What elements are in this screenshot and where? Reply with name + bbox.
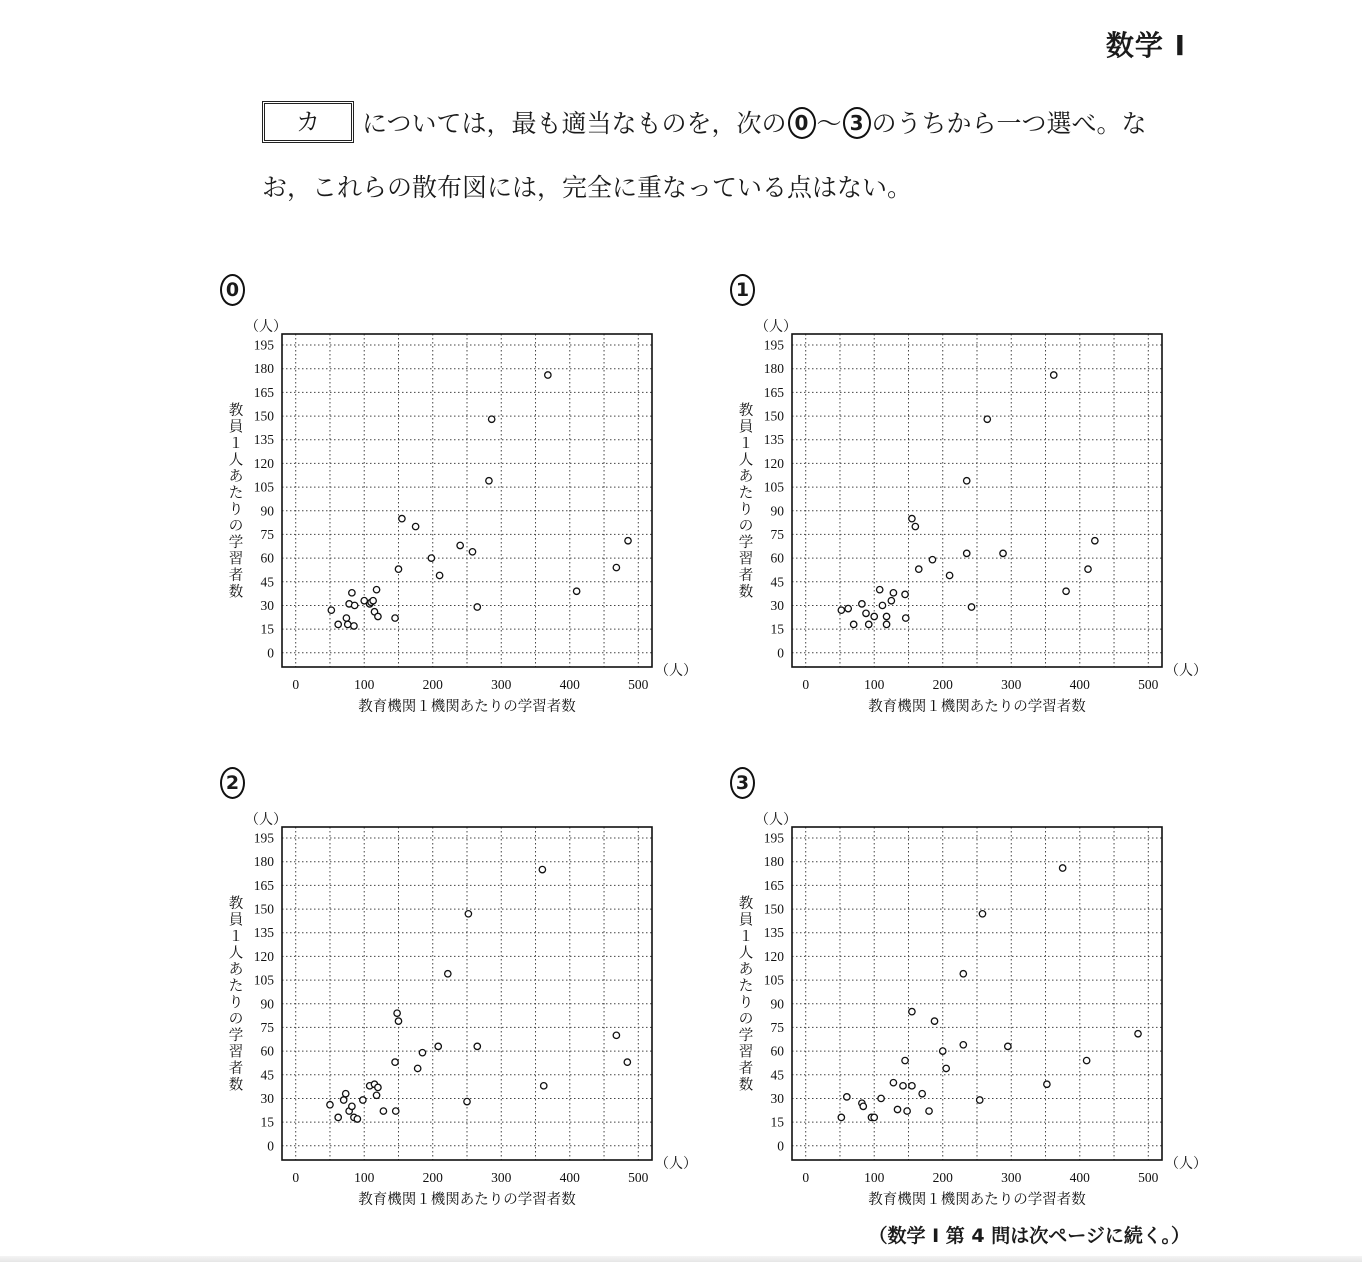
data-point — [909, 1008, 915, 1014]
y-tick-label: 45 — [770, 574, 784, 590]
data-point — [916, 566, 922, 572]
y-axis-label-char: 習 — [738, 551, 754, 568]
y-axis-label — [739, 895, 754, 1094]
data-point — [946, 572, 952, 578]
y-axis-label-char: 教 — [738, 402, 754, 419]
data-point — [488, 416, 494, 422]
data-point — [428, 555, 434, 561]
data-point — [1044, 1081, 1050, 1087]
y-axis-label-char: 学 — [228, 1027, 244, 1044]
data-point — [351, 602, 357, 608]
data-point — [343, 615, 349, 621]
data-point — [1063, 588, 1069, 594]
data-point — [464, 1098, 470, 1104]
y-tick-label: 75 — [770, 1019, 784, 1035]
y-axis-label-char: 習 — [738, 1044, 754, 1061]
data-point — [375, 613, 381, 619]
data-point — [354, 1116, 360, 1122]
continuation-note: （数学 I 第 4 問は次ページに続く。） — [868, 1225, 1190, 1247]
data-point — [335, 621, 341, 627]
y-tick-label: 15 — [770, 1114, 784, 1130]
question-text — [262, 92, 1222, 220]
y-tick-label: 0 — [777, 645, 784, 661]
y-axis-label-char: 員 — [228, 912, 244, 929]
data-point — [392, 615, 398, 621]
y-tick-label: 180 — [763, 854, 784, 870]
y-tick-label: 150 — [763, 408, 784, 424]
data-point — [373, 1092, 379, 1098]
data-point — [883, 613, 889, 619]
y-tick-label: 60 — [260, 550, 274, 566]
choice-label-1[interactable]: 1 — [730, 274, 755, 306]
data-point — [902, 591, 908, 597]
y-axis-label-char: 数 — [738, 1077, 754, 1094]
x-tick-label: 500 — [1138, 1170, 1159, 1185]
question-line-2: お，これらの散布図には，完全に重なっている点はない。 — [262, 173, 913, 202]
y-tick-label: 165 — [763, 384, 784, 400]
y-axis-label-char: の — [228, 1011, 244, 1028]
y-axis-label-char: 習 — [228, 1044, 244, 1061]
y-tick-label: 0 — [267, 645, 274, 661]
data-point — [943, 1065, 949, 1071]
choice-panel-0[interactable] — [220, 274, 740, 744]
data-point — [1092, 538, 1098, 544]
y-axis-label-char: 員 — [738, 419, 754, 436]
data-point — [327, 1102, 333, 1108]
data-point — [360, 1097, 366, 1103]
y-tick-label: 105 — [763, 972, 784, 988]
y-axis-label-char: 人 — [738, 452, 754, 469]
data-point — [878, 1095, 884, 1101]
data-point — [863, 610, 869, 616]
y-tick-label: 165 — [763, 877, 784, 893]
x-tick-label: 500 — [628, 677, 649, 692]
y-tick-label: 180 — [763, 361, 784, 377]
plot-frame — [282, 334, 652, 667]
data-point — [984, 416, 990, 422]
y-axis-label-char: あ — [228, 961, 244, 978]
data-point — [909, 1083, 915, 1089]
y-axis-label-char: 習 — [228, 551, 244, 568]
data-point — [445, 971, 451, 977]
data-point — [902, 1057, 908, 1063]
y-axis-label-char: の — [738, 518, 754, 535]
data-point — [894, 1106, 900, 1112]
x-tick-label: 100 — [354, 677, 375, 692]
subject-title: 数学 I — [1105, 29, 1186, 62]
data-point — [883, 621, 889, 627]
scatter-chart-3 — [730, 767, 1250, 1227]
data-point — [879, 602, 885, 608]
y-tick-label: 135 — [253, 432, 274, 448]
y-tick-label: 90 — [770, 503, 784, 519]
scatter-chart-2 — [220, 767, 740, 1227]
x-axis-label: 教育機関１機関あたりの学習者数 — [868, 1192, 1086, 1208]
y-unit-label: （人） — [245, 812, 287, 828]
y-axis-label-char: の — [738, 1011, 754, 1028]
y-axis-label-char: 人 — [228, 945, 244, 962]
x-tick-label: 0 — [802, 1170, 810, 1185]
data-point — [486, 478, 492, 484]
data-point — [859, 601, 865, 607]
y-tick-label: 195 — [763, 337, 784, 353]
x-axis-label: 教育機関１機関あたりの学習者数 — [358, 699, 576, 715]
y-tick-label: 105 — [763, 479, 784, 495]
choice-panel-2[interactable] — [220, 767, 740, 1237]
data-point — [964, 550, 970, 556]
choice-label-3[interactable]: 3 — [730, 767, 755, 799]
data-point — [912, 523, 918, 529]
answer-box[interactable]: カ — [262, 101, 354, 143]
data-point — [888, 598, 894, 604]
y-tick-label: 60 — [770, 550, 784, 566]
data-point — [977, 1097, 983, 1103]
data-point — [866, 621, 872, 627]
y-axis-label-char: り — [228, 994, 244, 1011]
data-point — [1083, 1057, 1089, 1063]
x-tick-label: 100 — [864, 677, 885, 692]
y-axis-label-char: 学 — [228, 534, 244, 551]
data-point — [877, 586, 883, 592]
data-point — [436, 572, 442, 578]
question-text-part2: のうちから一つ選べ。な — [871, 109, 1147, 138]
y-tick-label: 180 — [253, 854, 274, 870]
data-point — [926, 1108, 932, 1114]
y-axis-label-char: あ — [228, 468, 244, 485]
data-point — [844, 1094, 850, 1100]
y-tick-label: 195 — [763, 830, 784, 846]
y-axis-label — [229, 402, 244, 601]
x-tick-label: 100 — [354, 1170, 375, 1185]
y-axis-label-char: 数 — [228, 584, 244, 601]
y-axis-label-char: 学 — [738, 1027, 754, 1044]
data-point — [960, 971, 966, 977]
plot-frame — [282, 827, 652, 1160]
y-axis-label-char: 人 — [228, 452, 244, 469]
data-point — [414, 1065, 420, 1071]
y-tick-label: 90 — [260, 503, 274, 519]
y-tick-label: 15 — [260, 1114, 274, 1130]
grid — [792, 334, 1162, 667]
x-tick-label: 400 — [559, 677, 580, 692]
data-point — [465, 911, 471, 917]
data-point — [375, 1084, 381, 1090]
data-point — [613, 1032, 619, 1038]
x-tick-label: 0 — [292, 1170, 300, 1185]
data-point — [909, 515, 915, 521]
data-point — [399, 515, 405, 521]
data-point — [573, 588, 579, 594]
x-tick-label: 400 — [1069, 677, 1090, 692]
y-tick-label: 120 — [763, 455, 784, 471]
data-point — [343, 1091, 349, 1097]
y-tick-label: 135 — [763, 925, 784, 941]
y-tick-label: 45 — [260, 1067, 274, 1083]
x-tick-label: 0 — [292, 677, 300, 692]
data-point — [412, 523, 418, 529]
x-tick-label: 400 — [1069, 1170, 1090, 1185]
data-point — [929, 556, 935, 562]
x-tick-label: 200 — [422, 677, 443, 692]
y-tick-label: 75 — [260, 526, 274, 542]
y-axis-label-char: た — [738, 978, 754, 995]
data-point — [394, 1010, 400, 1016]
y-tick-label: 135 — [763, 432, 784, 448]
data-points — [328, 372, 631, 629]
y-axis-label-char: 学 — [738, 534, 754, 551]
y-tick-label: 180 — [253, 361, 274, 377]
y-tick-label: 120 — [253, 948, 274, 964]
data-point — [541, 1083, 547, 1089]
range-start-choice: 0 — [788, 107, 816, 139]
x-tick-label: 200 — [932, 677, 953, 692]
data-point — [349, 590, 355, 596]
grid — [282, 827, 652, 1160]
y-axis-label-char: あ — [738, 961, 754, 978]
x-tick-label: 300 — [491, 677, 512, 692]
page-bottom-edge — [0, 1256, 1362, 1262]
y-axis-label-char: 者 — [738, 1060, 754, 1077]
data-point — [900, 1083, 906, 1089]
y-tick-label: 45 — [260, 574, 274, 590]
range-separator: ～ — [816, 109, 842, 138]
y-unit-label: （人） — [245, 319, 287, 335]
data-point — [1059, 865, 1065, 871]
y-axis-label-char: た — [738, 485, 754, 502]
data-point — [919, 1091, 925, 1097]
data-point — [624, 1059, 630, 1065]
y-axis-label-char: 教 — [738, 895, 754, 912]
y-axis-label-char: 員 — [228, 419, 244, 436]
y-tick-label: 165 — [253, 877, 274, 893]
y-tick-label: 150 — [253, 408, 274, 424]
data-point — [613, 564, 619, 570]
y-tick-label: 60 — [260, 1043, 274, 1059]
y-axis-label-char: の — [228, 518, 244, 535]
data-point — [474, 604, 480, 610]
y-axis-label-char: り — [738, 994, 754, 1011]
y-tick-label: 75 — [770, 526, 784, 542]
data-point — [1051, 372, 1057, 378]
data-points — [838, 372, 1098, 628]
data-point — [1135, 1031, 1141, 1037]
y-tick-label: 15 — [260, 621, 274, 637]
data-point — [1085, 566, 1091, 572]
data-point — [968, 604, 974, 610]
y-axis-label-char: 員 — [738, 912, 754, 929]
data-point — [328, 607, 334, 613]
plot-frame — [792, 334, 1162, 667]
y-tick-label: 90 — [770, 996, 784, 1012]
y-axis-label — [229, 895, 244, 1094]
scatter-chart-1 — [730, 274, 1250, 734]
y-tick-label: 105 — [253, 479, 274, 495]
data-point — [860, 1103, 866, 1109]
y-axis-label-char: １ — [738, 928, 754, 945]
y-tick-label: 150 — [763, 901, 784, 917]
data-point — [392, 1059, 398, 1065]
data-point — [395, 566, 401, 572]
question-text-part1: については，最も適当なものを，次の — [362, 109, 787, 138]
data-point — [340, 1097, 346, 1103]
data-point — [393, 1108, 399, 1114]
data-point — [335, 1114, 341, 1120]
plot-frame — [792, 827, 1162, 1160]
x-tick-label: 100 — [864, 1170, 885, 1185]
data-point — [345, 621, 351, 627]
y-tick-label: 30 — [260, 1090, 274, 1106]
y-tick-label: 90 — [260, 996, 274, 1012]
data-point — [395, 1018, 401, 1024]
data-point — [871, 1114, 877, 1120]
y-tick-label: 0 — [777, 1138, 784, 1154]
choice-panel-3[interactable] — [730, 767, 1250, 1237]
y-tick-label: 195 — [253, 830, 274, 846]
grid — [792, 827, 1162, 1160]
data-point — [380, 1108, 386, 1114]
y-tick-label: 165 — [253, 384, 274, 400]
data-point — [351, 623, 357, 629]
y-tick-label: 105 — [253, 972, 274, 988]
x-unit-label: （人） — [655, 1156, 697, 1172]
data-point — [545, 372, 551, 378]
y-tick-label: 150 — [253, 901, 274, 917]
y-axis-label-char: り — [228, 501, 244, 518]
scatter-chart-0 — [220, 274, 740, 734]
y-axis-label-char: 教 — [228, 895, 244, 912]
choice-label-2[interactable]: 2 — [220, 767, 245, 799]
data-point — [850, 621, 856, 627]
y-axis-label-char: 者 — [228, 1060, 244, 1077]
y-axis-label — [739, 402, 754, 601]
x-axis-label: 教育機関１機関あたりの学習者数 — [358, 1192, 576, 1208]
y-tick-label: 75 — [260, 1019, 274, 1035]
data-point — [474, 1043, 480, 1049]
y-axis-label-char: あ — [738, 468, 754, 485]
question-line-1 — [262, 92, 1222, 156]
data-point — [871, 613, 877, 619]
data-point — [838, 1114, 844, 1120]
y-axis-label-char: 者 — [738, 567, 754, 584]
y-unit-label: （人） — [755, 319, 797, 335]
data-point — [373, 586, 379, 592]
y-unit-label: （人） — [755, 812, 797, 828]
x-tick-label: 200 — [932, 1170, 953, 1185]
x-tick-label: 0 — [802, 677, 810, 692]
y-axis-label-char: 数 — [228, 1077, 244, 1094]
data-point — [890, 590, 896, 596]
x-tick-label: 400 — [559, 1170, 580, 1185]
x-unit-label: （人） — [1165, 1156, 1207, 1172]
data-point — [419, 1049, 425, 1055]
y-axis-label-char: た — [228, 485, 244, 502]
data-point — [845, 605, 851, 611]
y-axis-label-char: １ — [738, 435, 754, 452]
data-point — [890, 1079, 896, 1085]
y-axis-label-char: １ — [228, 435, 244, 452]
y-axis-label-char: り — [738, 501, 754, 518]
y-tick-label: 30 — [770, 1090, 784, 1106]
y-axis-label-char: 者 — [228, 567, 244, 584]
data-point — [1000, 550, 1006, 556]
data-point — [1005, 1043, 1011, 1049]
y-axis-label-char: 数 — [738, 584, 754, 601]
data-point — [457, 542, 463, 548]
y-axis-label-char: 教 — [228, 402, 244, 419]
y-tick-label: 120 — [253, 455, 274, 471]
x-tick-label: 300 — [1001, 677, 1022, 692]
range-end-choice: 3 — [843, 107, 871, 139]
y-tick-label: 30 — [770, 597, 784, 613]
data-point — [539, 866, 545, 872]
y-tick-label: 0 — [267, 1138, 274, 1154]
y-tick-label: 195 — [253, 337, 274, 353]
data-points — [327, 866, 631, 1122]
y-axis-label-char: た — [228, 978, 244, 995]
data-point — [931, 1018, 937, 1024]
x-tick-label: 300 — [1001, 1170, 1022, 1185]
x-unit-label: （人） — [1165, 663, 1207, 679]
x-unit-label: （人） — [655, 663, 697, 679]
y-tick-label: 135 — [253, 925, 274, 941]
x-axis-label: 教育機関１機関あたりの学習者数 — [868, 699, 1086, 715]
data-point — [435, 1043, 441, 1049]
data-points — [838, 865, 1141, 1121]
data-point — [940, 1048, 946, 1054]
y-tick-label: 60 — [770, 1043, 784, 1059]
y-tick-label: 120 — [763, 948, 784, 964]
data-point — [349, 1103, 355, 1109]
data-point — [625, 538, 631, 544]
x-tick-label: 500 — [1138, 677, 1159, 692]
y-axis-label-char: 人 — [738, 945, 754, 962]
data-point — [838, 607, 844, 613]
y-axis-label-char: １ — [228, 928, 244, 945]
data-point — [903, 615, 909, 621]
grid — [282, 334, 652, 667]
x-tick-label: 500 — [628, 1170, 649, 1185]
data-point — [904, 1108, 910, 1114]
x-tick-label: 300 — [491, 1170, 512, 1185]
data-point — [979, 911, 985, 917]
choice-panel-1[interactable] — [730, 274, 1250, 744]
data-point — [964, 478, 970, 484]
y-tick-label: 45 — [770, 1067, 784, 1083]
data-point — [960, 1042, 966, 1048]
data-point — [469, 549, 475, 555]
x-tick-label: 200 — [422, 1170, 443, 1185]
y-tick-label: 15 — [770, 621, 784, 637]
data-point — [370, 598, 376, 604]
y-tick-label: 30 — [260, 597, 274, 613]
choice-label-0[interactable]: 0 — [220, 274, 245, 306]
